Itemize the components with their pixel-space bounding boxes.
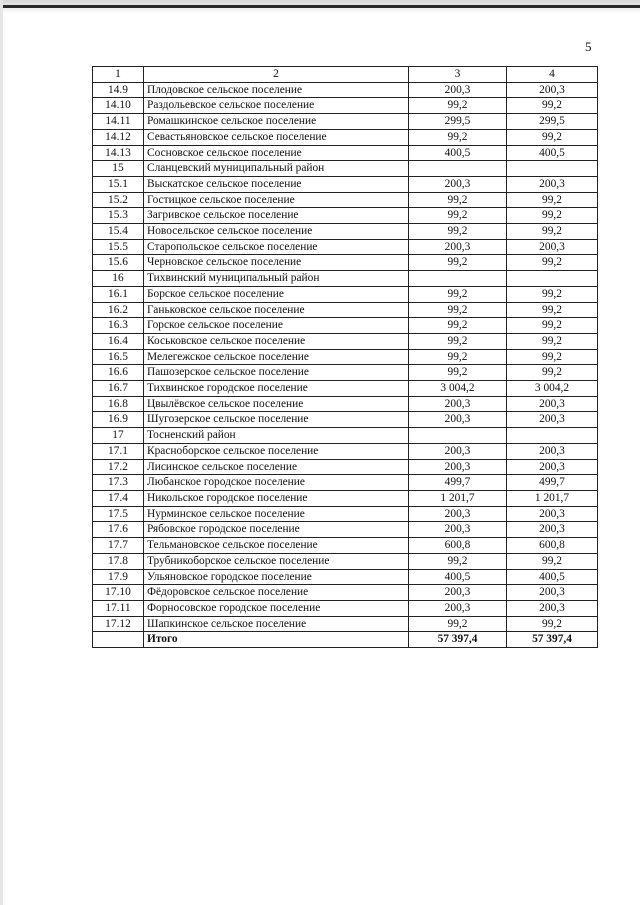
row-value-col3: 200,3 xyxy=(409,506,507,522)
row-number: 17 xyxy=(93,428,144,444)
row-number: 17.2 xyxy=(93,459,144,475)
row-value-col4 xyxy=(507,271,598,287)
row-value-col4: 299,5 xyxy=(507,114,598,130)
table-row xyxy=(93,286,598,302)
table-row xyxy=(93,616,598,632)
row-value-col4: 200,3 xyxy=(507,176,598,192)
row-value-col4: 3 004,2 xyxy=(507,381,598,397)
row-value-col4: 200,3 xyxy=(507,522,598,538)
row-name: Рябовское городское поселение xyxy=(144,522,409,538)
row-value-col3: 200,3 xyxy=(409,82,507,98)
row-value-col4: 99,2 xyxy=(507,365,598,381)
row-value-col3: 99,2 xyxy=(409,616,507,632)
row-name: Раздольевское сельское поселение xyxy=(144,98,409,114)
total-value-col3: 57 397,4 xyxy=(409,632,507,648)
row-name: Ромашкинское сельское поселение xyxy=(144,114,409,130)
row-value-col3: 99,2 xyxy=(409,192,507,208)
total-row xyxy=(93,632,598,648)
row-value-col3: 200,3 xyxy=(409,176,507,192)
row-number: 17.5 xyxy=(93,506,144,522)
row-number: 16.1 xyxy=(93,286,144,302)
table-row xyxy=(93,271,598,287)
table-header-row xyxy=(93,67,598,83)
row-name: Ульяновское городское поселение xyxy=(144,569,409,585)
row-value-col4: 99,2 xyxy=(507,286,598,302)
row-number: 17.7 xyxy=(93,538,144,554)
row-value-col4 xyxy=(507,161,598,177)
row-number: 17.9 xyxy=(93,569,144,585)
row-value-col3: 99,2 xyxy=(409,302,507,318)
row-value-col3: 99,2 xyxy=(409,208,507,224)
table-row xyxy=(93,428,598,444)
table-row xyxy=(93,553,598,569)
table-row xyxy=(93,192,598,208)
total-value-col4: 57 397,4 xyxy=(507,632,598,648)
row-value-col4: 99,2 xyxy=(507,129,598,145)
row-value-col3: 200,3 xyxy=(409,396,507,412)
row-value-col3: 200,3 xyxy=(409,412,507,428)
row-value-col3: 99,2 xyxy=(409,98,507,114)
total-number xyxy=(93,632,144,648)
row-number: 14.9 xyxy=(93,82,144,98)
row-name: Лисинское сельское поселение xyxy=(144,459,409,475)
table-row xyxy=(93,443,598,459)
row-name: Форносовское городское поселение xyxy=(144,600,409,616)
row-number: 17.11 xyxy=(93,600,144,616)
row-name: Плодовское сельское поселение xyxy=(144,82,409,98)
row-number: 15.5 xyxy=(93,239,144,255)
row-name: Черновское сельское поселение xyxy=(144,255,409,271)
table-row xyxy=(93,412,598,428)
table-row xyxy=(93,585,598,601)
row-number: 17.3 xyxy=(93,475,144,491)
row-number: 16 xyxy=(93,271,144,287)
row-value-col4: 99,2 xyxy=(507,349,598,365)
row-name: Коськовское сельское поселение xyxy=(144,333,409,349)
row-name: Севастьяновское сельское поселение xyxy=(144,129,409,145)
table-row xyxy=(93,98,598,114)
row-number: 17.6 xyxy=(93,522,144,538)
row-number: 15.3 xyxy=(93,208,144,224)
row-name: Тельмановское сельское поселение xyxy=(144,538,409,554)
table-row xyxy=(93,381,598,397)
table-row xyxy=(93,475,598,491)
row-name: Нурминское сельское поселение xyxy=(144,506,409,522)
row-value-col3: 3 004,2 xyxy=(409,381,507,397)
row-value-col3: 99,2 xyxy=(409,224,507,240)
row-name: Фёдоровское сельское поселение xyxy=(144,585,409,601)
row-number: 16.9 xyxy=(93,412,144,428)
row-name: Сосновское сельское поселение xyxy=(144,145,409,161)
row-value-col3: 200,3 xyxy=(409,600,507,616)
row-number: 16.7 xyxy=(93,381,144,397)
row-value-col3 xyxy=(409,428,507,444)
row-number: 14.11 xyxy=(93,114,144,130)
row-value-col4: 200,3 xyxy=(507,412,598,428)
row-number: 16.2 xyxy=(93,302,144,318)
row-name: Ганьковское сельское поселение xyxy=(144,302,409,318)
table-row xyxy=(93,255,598,271)
table-row xyxy=(93,224,598,240)
table-row xyxy=(93,145,598,161)
row-number: 17.12 xyxy=(93,616,144,632)
row-number: 15.1 xyxy=(93,176,144,192)
table-row xyxy=(93,176,598,192)
row-value-col3: 200,3 xyxy=(409,459,507,475)
row-number: 15.6 xyxy=(93,255,144,271)
row-number: 16.5 xyxy=(93,349,144,365)
row-value-col4: 99,2 xyxy=(507,192,598,208)
row-number: 14.12 xyxy=(93,129,144,145)
row-value-col3: 99,2 xyxy=(409,129,507,145)
table-body xyxy=(93,67,598,648)
row-value-col4: 200,3 xyxy=(507,585,598,601)
table-row xyxy=(93,114,598,130)
row-name: Тихвинский муниципальный район xyxy=(144,271,409,287)
row-value-col4 xyxy=(507,428,598,444)
table-row xyxy=(93,333,598,349)
row-number: 17.1 xyxy=(93,443,144,459)
row-name: Трубникоборское сельское поселение xyxy=(144,553,409,569)
row-value-col3: 200,3 xyxy=(409,443,507,459)
row-value-col3: 200,3 xyxy=(409,239,507,255)
row-value-col3: 400,5 xyxy=(409,569,507,585)
row-name: Борское сельское поселение xyxy=(144,286,409,302)
row-name: Сланцевский муниципальный район xyxy=(144,161,409,177)
row-name: Никольское городское поселение xyxy=(144,490,409,506)
row-value-col4: 1 201,7 xyxy=(507,490,598,506)
row-name: Гостицкое сельское поселение xyxy=(144,192,409,208)
table-row xyxy=(93,318,598,334)
table-row xyxy=(93,208,598,224)
header-col-1: 1 xyxy=(93,67,144,83)
row-name: Красноборское сельское поселение xyxy=(144,443,409,459)
row-name: Тосненский район xyxy=(144,428,409,444)
row-number: 17.4 xyxy=(93,490,144,506)
row-value-col3: 499,7 xyxy=(409,475,507,491)
row-value-col4: 200,3 xyxy=(507,396,598,412)
row-value-col4: 600,8 xyxy=(507,538,598,554)
table-row xyxy=(93,396,598,412)
row-value-col4: 200,3 xyxy=(507,506,598,522)
row-value-col4: 200,3 xyxy=(507,600,598,616)
table-row xyxy=(93,522,598,538)
row-value-col4: 99,2 xyxy=(507,553,598,569)
page-number: 5 xyxy=(585,39,592,54)
row-value-col3: 200,3 xyxy=(409,585,507,601)
row-name: Старопольское сельское поселение xyxy=(144,239,409,255)
row-name: Шугозерское сельское поселение xyxy=(144,412,409,428)
row-value-col4: 200,3 xyxy=(507,443,598,459)
row-number: 14.10 xyxy=(93,98,144,114)
row-name: Любанское городское поселение xyxy=(144,475,409,491)
row-value-col3: 99,2 xyxy=(409,286,507,302)
row-value-col4: 200,3 xyxy=(507,239,598,255)
table-row xyxy=(93,506,598,522)
table-row xyxy=(93,569,598,585)
row-value-col3: 400,5 xyxy=(409,145,507,161)
table-row xyxy=(93,490,598,506)
row-name: Шапкинское сельское поселение xyxy=(144,616,409,632)
row-name: Мелегежское сельское поселение xyxy=(144,349,409,365)
row-value-col3 xyxy=(409,161,507,177)
table-row xyxy=(93,600,598,616)
table-row xyxy=(93,82,598,98)
scan-left-edge xyxy=(0,0,3,905)
row-name: Выскатское сельское поселение xyxy=(144,176,409,192)
row-value-col3: 99,2 xyxy=(409,255,507,271)
row-value-col4: 99,2 xyxy=(507,208,598,224)
row-value-col3: 99,2 xyxy=(409,365,507,381)
table-row xyxy=(93,239,598,255)
row-number: 15.2 xyxy=(93,192,144,208)
row-number: 16.3 xyxy=(93,318,144,334)
row-value-col4: 499,7 xyxy=(507,475,598,491)
header-col-4: 4 xyxy=(507,67,598,83)
row-value-col4: 99,2 xyxy=(507,98,598,114)
header-col-2: 2 xyxy=(144,67,409,83)
row-value-col3 xyxy=(409,271,507,287)
row-value-col3: 99,2 xyxy=(409,553,507,569)
table-row xyxy=(93,302,598,318)
row-value-col3: 600,8 xyxy=(409,538,507,554)
row-name: Пашозерское сельское поселение xyxy=(144,365,409,381)
row-value-col4: 99,2 xyxy=(507,333,598,349)
row-value-col4: 99,2 xyxy=(507,318,598,334)
row-value-col4: 400,5 xyxy=(507,145,598,161)
row-number: 16.4 xyxy=(93,333,144,349)
row-number: 15 xyxy=(93,161,144,177)
row-value-col4: 99,2 xyxy=(507,255,598,271)
row-name: Цвылёвское сельское поселение xyxy=(144,396,409,412)
table-row xyxy=(93,459,598,475)
table-row xyxy=(93,161,598,177)
row-value-col3: 99,2 xyxy=(409,318,507,334)
row-value-col4: 200,3 xyxy=(507,459,598,475)
row-value-col4: 99,2 xyxy=(507,224,598,240)
row-value-col3: 99,2 xyxy=(409,349,507,365)
row-value-col4: 99,2 xyxy=(507,616,598,632)
total-label: Итого xyxy=(144,632,409,648)
row-number: 17.8 xyxy=(93,553,144,569)
table-row xyxy=(93,365,598,381)
row-value-col4: 400,5 xyxy=(507,569,598,585)
header-col-3: 3 xyxy=(409,67,507,83)
row-name: Горское сельское поселение xyxy=(144,318,409,334)
row-value-col3: 200,3 xyxy=(409,522,507,538)
row-number: 14.13 xyxy=(93,145,144,161)
row-number: 16.8 xyxy=(93,396,144,412)
row-value-col3: 1 201,7 xyxy=(409,490,507,506)
row-number: 15.4 xyxy=(93,224,144,240)
row-value-col3: 299,5 xyxy=(409,114,507,130)
table-row xyxy=(93,538,598,554)
allocation-table xyxy=(92,66,598,648)
row-name: Новосельское сельское поселение xyxy=(144,224,409,240)
row-value-col4: 200,3 xyxy=(507,82,598,98)
row-number: 17.10 xyxy=(93,585,144,601)
row-number: 16.6 xyxy=(93,365,144,381)
table-row xyxy=(93,129,598,145)
scan-top-line xyxy=(0,5,640,8)
row-value-col4: 99,2 xyxy=(507,302,598,318)
row-value-col3: 99,2 xyxy=(409,333,507,349)
table-row xyxy=(93,349,598,365)
row-name: Тихвинское городское поселение xyxy=(144,381,409,397)
row-name: Загривское сельское поселение xyxy=(144,208,409,224)
